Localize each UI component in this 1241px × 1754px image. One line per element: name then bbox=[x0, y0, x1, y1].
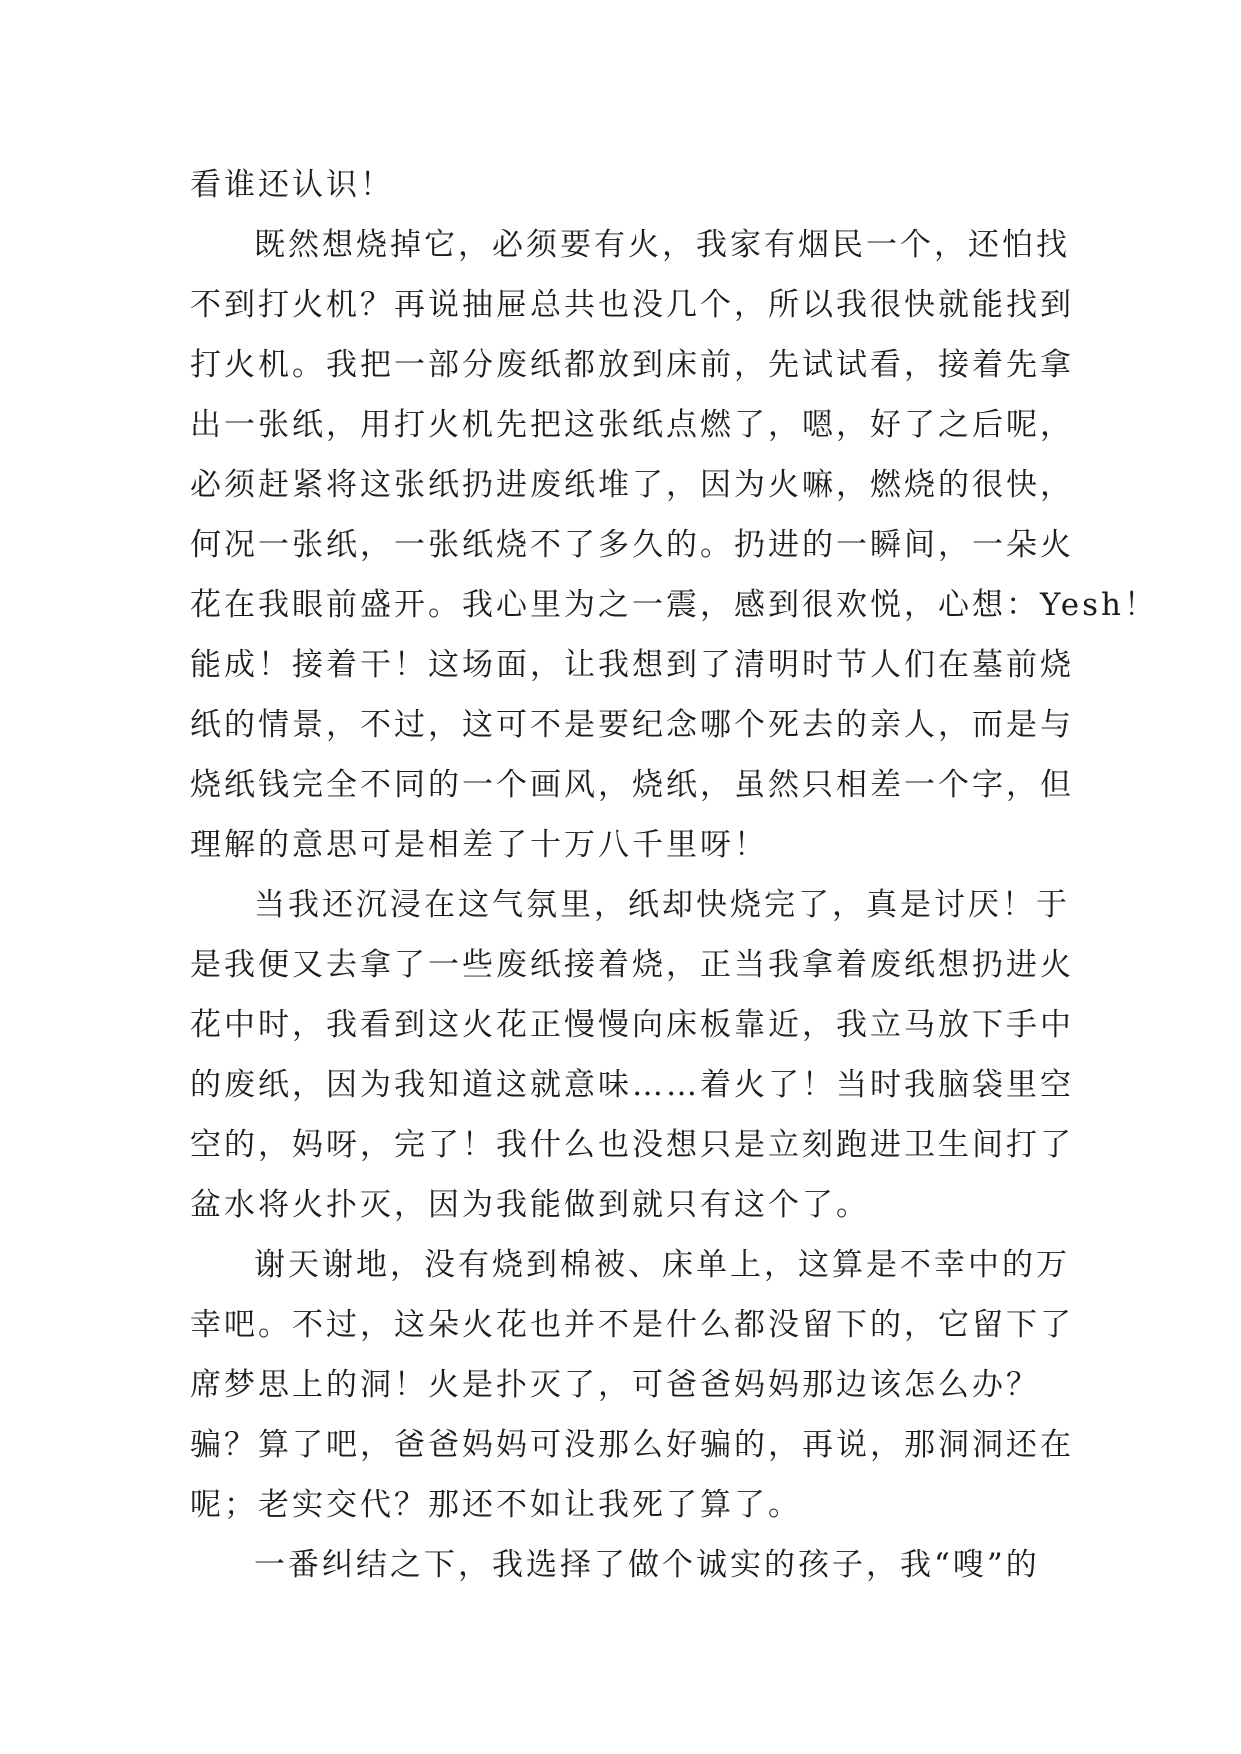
body-text bbox=[190, 155, 1158, 1595]
text-line: 一番纠结之下，我选择了做个诚实的孩子，我“嗖”的 bbox=[254, 1547, 1040, 1583]
text-line: 理解的意思可是相差了十万八千里呀！ bbox=[190, 827, 768, 863]
text-line: 当我还沉浸在这气氛里，纸却快烧完了，真是讨厌！于 bbox=[254, 887, 1070, 923]
text-line: 空的，妈呀，完了！我什么也没想只是立刻跑进卫生间打了 bbox=[190, 1127, 1074, 1163]
text-line: 不到打火机？再说抽屉总共也没几个，所以我很快就能找到 bbox=[190, 287, 1074, 323]
text-line: 纸的情景，不过，这可不是要纪念哪个死去的亲人，而是与 bbox=[190, 707, 1074, 743]
text-line: 打火机。我把一部分废纸都放到床前，先试试看，接着先拿 bbox=[190, 347, 1074, 383]
text-line: 是我便又去拿了一些废纸接着烧，正当我拿着废纸想扔进火 bbox=[190, 947, 1074, 983]
text-line: 谢天谢地，没有烧到棉被、床单上，这算是不幸中的万 bbox=[254, 1247, 1070, 1283]
text-line: 骗？算了吧，爸爸妈妈可没那么好骗的，再说，那洞洞还在 bbox=[190, 1427, 1074, 1463]
text-line: 能成！接着干！这场面，让我想到了清明时节人们在墓前烧 bbox=[190, 647, 1074, 683]
text-line: 呢；老实交代？那还不如让我死了算了。 bbox=[190, 1487, 802, 1523]
text-line: 席梦思上的洞！火是扑灭了，可爸爸妈妈那边该怎么办？ bbox=[190, 1367, 1040, 1403]
text-line: 何况一张纸，一张纸烧不了多久的。扔进的一瞬间，一朵火 bbox=[190, 527, 1074, 563]
text-line: 花中时，我看到这火花正慢慢向床板靠近，我立马放下手中 bbox=[190, 1007, 1074, 1043]
text-line: 烧纸钱完全不同的一个画风，烧纸，虽然只相差一个字，但 bbox=[190, 767, 1074, 803]
text-line: 盆水将火扑灭，因为我能做到就只有这个了。 bbox=[190, 1187, 870, 1223]
text-line: 花在我眼前盛开。我心里为之一震，感到很欢悦，心想：Yesh！ bbox=[190, 587, 1158, 623]
text-line: 幸吧。不过，这朵火花也并不是什么都没留下的，它留下了 bbox=[190, 1307, 1074, 1343]
text-line: 的废纸，因为我知道这就意味……着火了！当时我脑袋里空 bbox=[190, 1067, 1074, 1103]
text-line: 看谁还认识！ bbox=[190, 167, 394, 203]
text-line: 出一张纸，用打火机先把这张纸点燃了，嗯，好了之后呢， bbox=[190, 407, 1074, 443]
text-line: 必须赶紧将这张纸扔进废纸堆了，因为火嘛，燃烧的很快， bbox=[190, 467, 1074, 503]
text-line: 既然想烧掉它，必须要有火，我家有烟民一个，还怕找 bbox=[254, 227, 1070, 263]
